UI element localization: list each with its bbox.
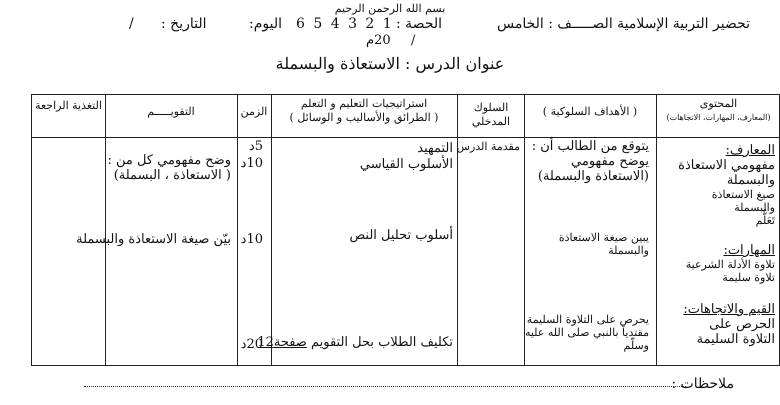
header-objectives: ( الأهداف السلوكية ) xyxy=(542,105,638,118)
notes-label: ملاحظات : xyxy=(671,376,734,392)
notes-line[interactable] xyxy=(84,378,686,387)
header-time: الزمن xyxy=(240,105,268,118)
time-4: 20د xyxy=(240,337,263,352)
year-slash: / xyxy=(411,33,416,48)
prep-title: تحضير التربية الإسلامية الصـــــف : الخامس xyxy=(496,16,750,32)
bismillah: بسم الله الرحمن الرحيم xyxy=(334,2,446,15)
lesson-title: عنوان الدرس : الاستعاذة والبسملة xyxy=(275,54,505,73)
objective-3: يحرص على التلاوة السليمة مقتدياً بالنبي صلى الله عليه وسلّم xyxy=(524,313,649,352)
date-slash: / xyxy=(129,16,134,32)
header-content: المحتوى (المعارف، المهارات، الاتجاهات) xyxy=(666,97,771,122)
objectives-column: يتوقع من الطالب أن : يوضح مفهومي (الاستعاذة والبسملة) xyxy=(531,139,649,184)
header-strategies: استراتيجيات التعليم و التعلم ( الطرائق والأساليب و الوسائل ) xyxy=(289,97,439,124)
period-numbers: 6 5 4 3 2 1 xyxy=(296,16,394,32)
date-label: التاريخ : xyxy=(161,16,207,32)
evaluation-2: بيّن صيغة الاستعاذة والبسملة xyxy=(76,232,231,247)
header-feedback: التغذية الراجعة xyxy=(35,99,102,112)
strategy-text-analysis: أسلوب تحليل النص xyxy=(349,228,453,243)
time-2: 10د xyxy=(240,156,263,171)
strategy-intro: التمهيد xyxy=(417,141,453,156)
header-evaluation: التقويـــــم xyxy=(147,105,195,118)
evaluation-1: وضح مفهومي كل من : ( الاستعاذة ، البسملة) xyxy=(107,153,231,183)
strategy-analogy: الأسلوب القياسي xyxy=(359,157,453,172)
lesson-plan-table xyxy=(31,94,780,366)
year-label: 20م xyxy=(366,33,391,48)
time-3: 10د xyxy=(240,232,263,247)
day-label: اليوم: xyxy=(249,16,282,32)
header-entry-behavior: السلوك المدخلي xyxy=(471,101,510,128)
content-column: المعارف: مفهومي الاستعاذة والبسملة صيغ الاستعاذة والبسملة تَعَلُّم المهارات: تلاوة الأدلة الشرعية تلاوة سليمة القيم والاتجاهات: الحرص على التلاوة السليمة xyxy=(678,143,775,347)
strategy-assignment: تكليف الطلاب بحل التقويم صفحة12 xyxy=(257,335,453,350)
time-1: 5د xyxy=(248,139,263,154)
period-label: الحصة : xyxy=(396,16,443,32)
entry-behavior: مقدمة الدرس xyxy=(456,140,520,153)
objective-2: يبين صيغة الاستعاذة والبسملة xyxy=(558,231,649,257)
